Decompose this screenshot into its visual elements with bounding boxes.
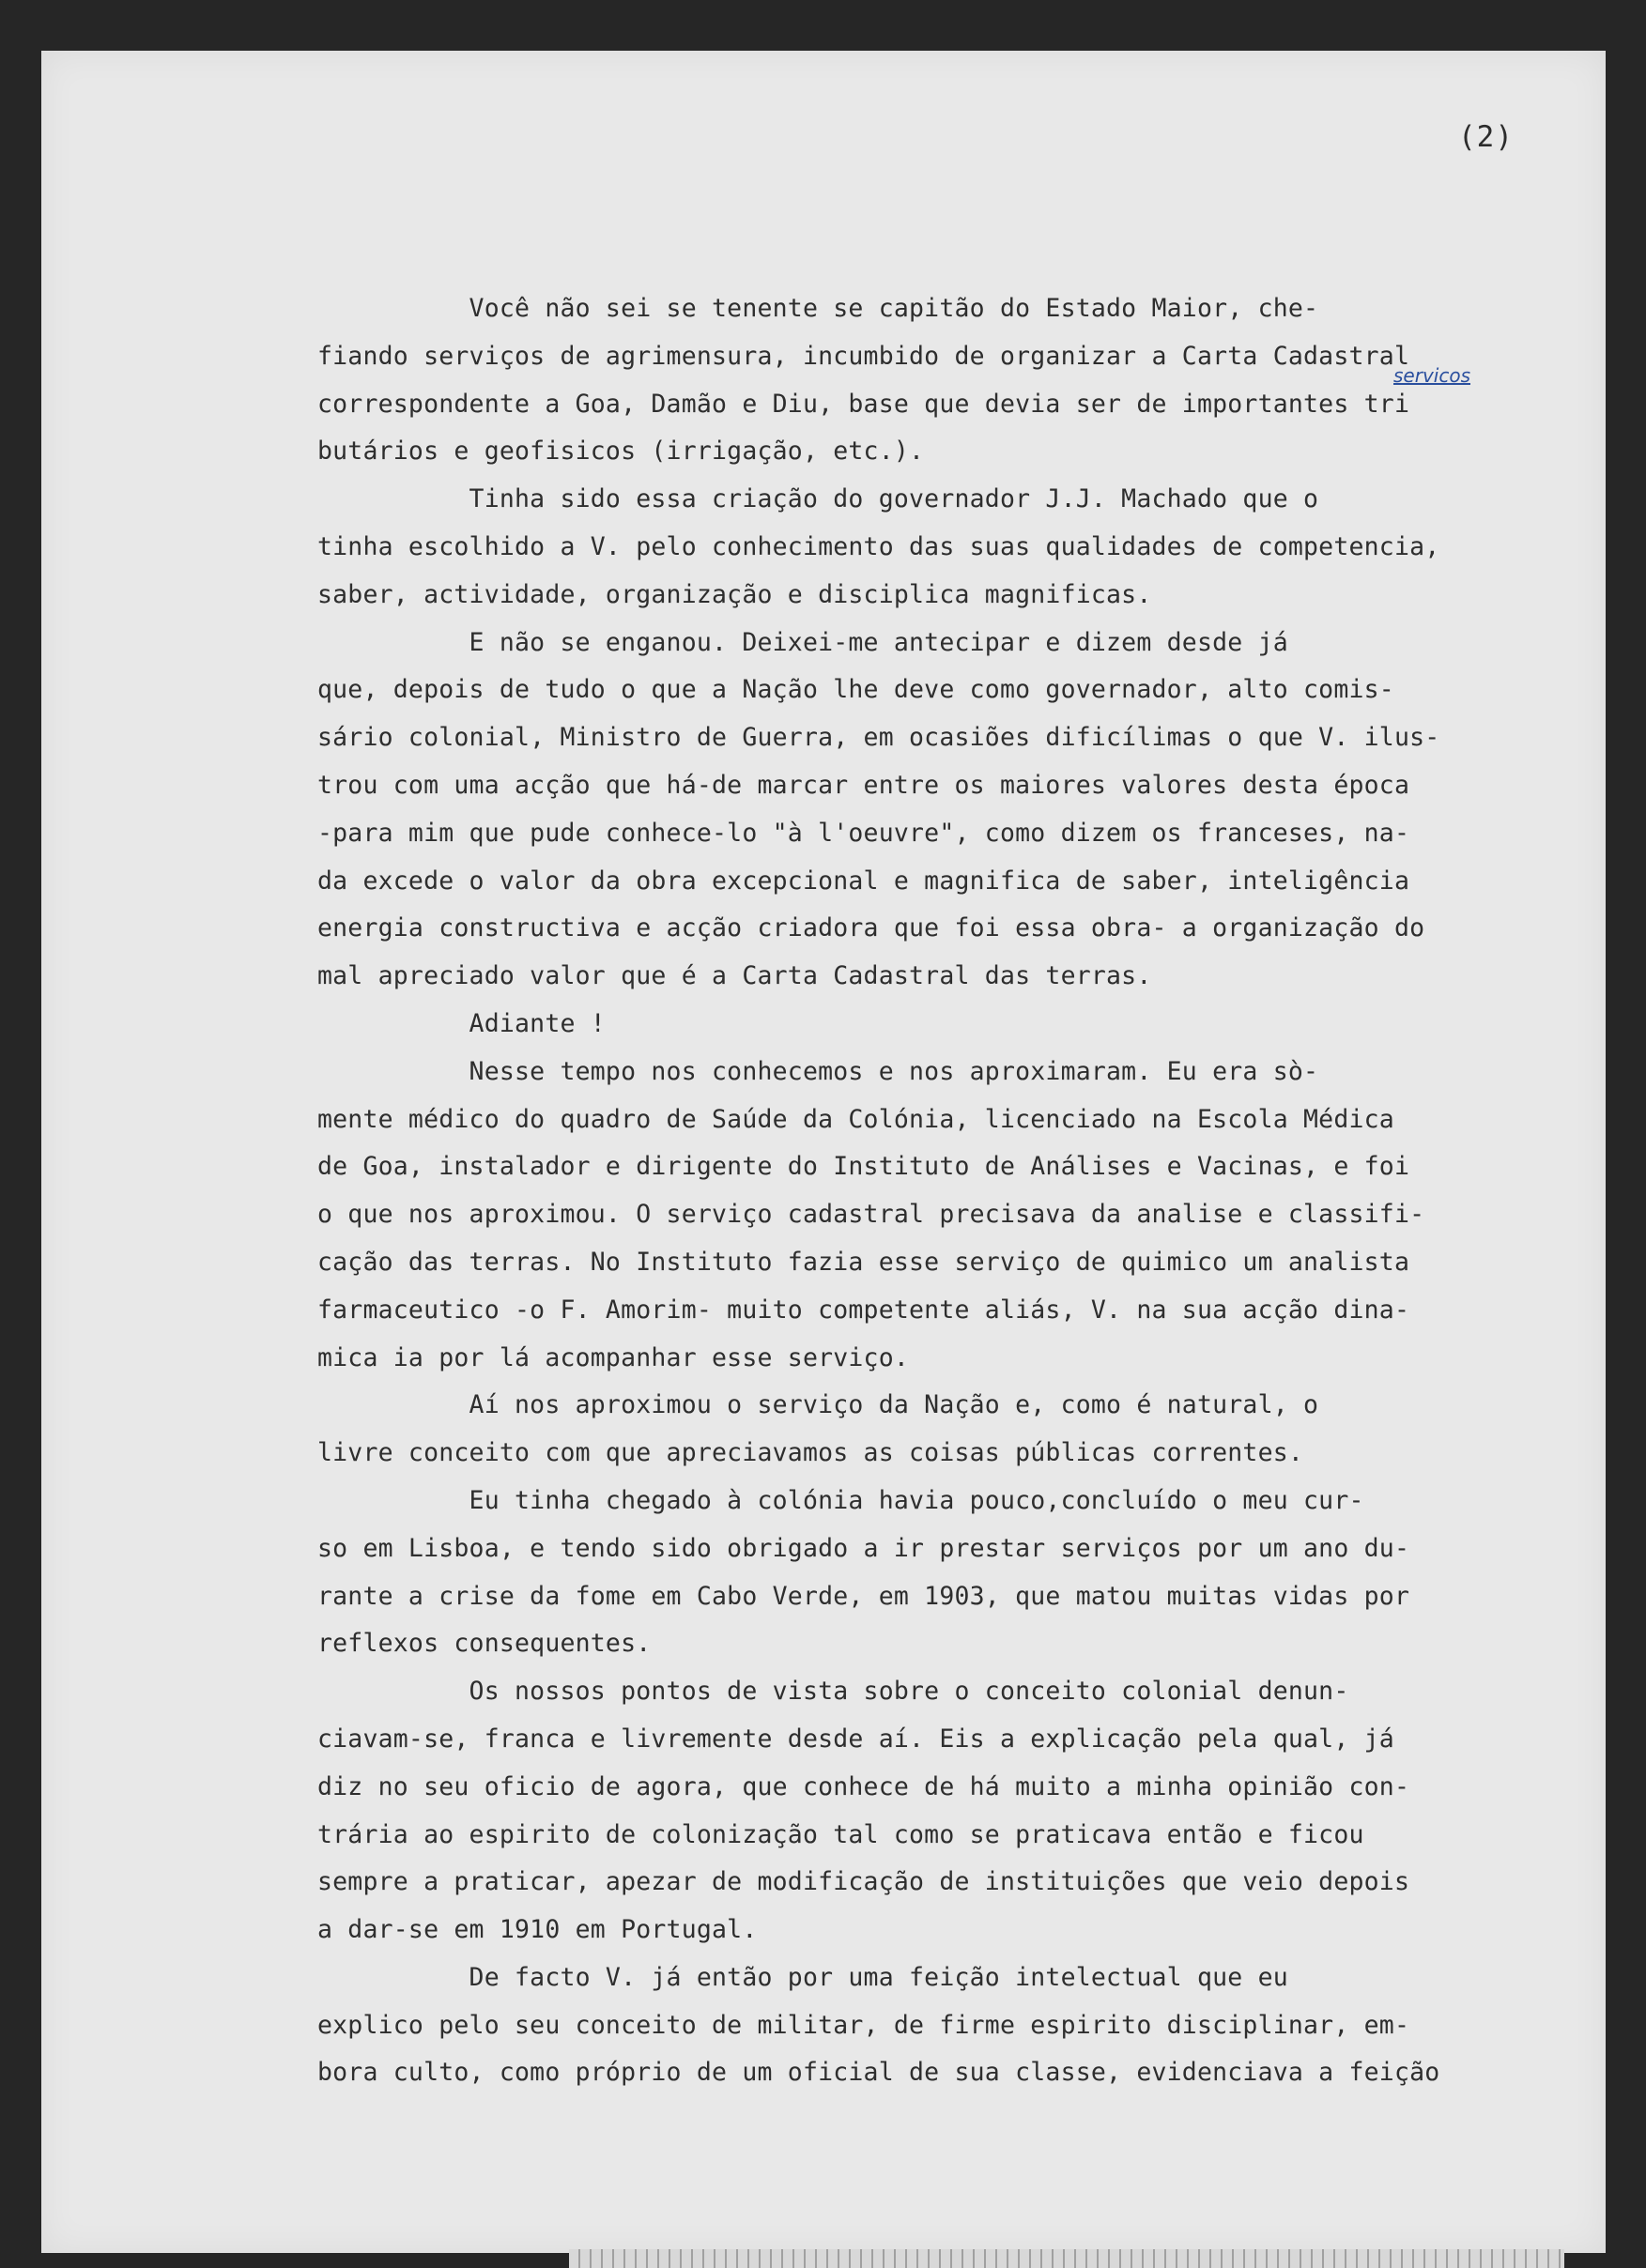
text-line: o que nos aproximou. O serviço cadastral precisava da analise e classifi- xyxy=(317,1200,1425,1230)
text-line: mica ia por lá acompanhar esse serviço. xyxy=(317,1342,910,1372)
text-line: sário colonial, Ministro de Guerra, em ocasiões dificílimas o que V. ilus- xyxy=(317,723,1440,753)
text-line: Adiante ! xyxy=(317,1008,606,1038)
text-line: Tinha sido essa criação do governador J.J. Machado que o xyxy=(317,484,1319,514)
handwritten-annotation: servicos xyxy=(1393,364,1470,387)
text-line: Aí nos aproximou o serviço da Nação e, como é natural, o xyxy=(317,1390,1319,1420)
text-line: trou com uma acção que há-de marcar entre os maiores valores desta época xyxy=(317,770,1410,800)
text-line: rante a crise da fome em Cabo Verde, em 1903, que matou muitas vidas por xyxy=(317,1581,1410,1611)
scan-ruler xyxy=(569,2249,1564,2268)
text-line: -para mim que pude conhece-lo "à l'oeuvre", como dizem os franceses, na- xyxy=(317,818,1410,848)
text-line: Você não sei se tenente se capitão do Estado Maior, che- xyxy=(317,294,1319,323)
text-line: De facto V. já então por uma feição intelectual que eu xyxy=(317,1962,1288,1992)
text-line: Nesse tempo nos conhecemos e nos aproximaram. Eu era sò- xyxy=(317,1056,1319,1086)
typewritten-body xyxy=(317,285,1576,2097)
text-line: correspondente a Goa, Damão e Diu, base que devia ser de importantes tri xyxy=(317,389,1410,419)
text-line: saber, actividade, organização e disciplica magnificas. xyxy=(317,579,1152,609)
text-line: so em Lisboa, e tendo sido obrigado a ir prestar serviços por um ano du- xyxy=(317,1533,1410,1563)
text-line: mal apreciado valor que é a Carta Cadastral das terras. xyxy=(317,961,1152,991)
text-line: trária ao espirito de colonização tal como se praticava então e ficou xyxy=(317,1819,1364,1849)
text-line: mente médico do quadro de Saúde da Colónia, licenciado na Escola Médica xyxy=(317,1104,1394,1134)
text-line: diz no seu oficio de agora, que conhece de há muito a minha opinião con- xyxy=(317,1771,1410,1801)
text-line: livre conceito com que apreciavamos as coisas públicas correntes. xyxy=(317,1438,1304,1468)
text-line: E não se enganou. Deixei-me antecipar e dizem desde já xyxy=(317,627,1288,657)
text-line: butários e geofisicos (irrigação, etc.). xyxy=(317,437,925,467)
text-line: da excede o valor da obra excepcional e magnifica de saber, inteligência xyxy=(317,866,1410,896)
text-line: cação das terras. No Instituto fazia esse serviço de quimico um analista xyxy=(317,1247,1410,1277)
text-line: ciavam-se, franca e livremente desde aí. Eis a explicação pela qual, já xyxy=(317,1724,1394,1754)
text-line: sempre a praticar, apezar de modificação de instituições que veio depois xyxy=(317,1867,1410,1897)
text-line: Eu tinha chegado à colónia havia pouco,concluído o meu cur- xyxy=(317,1485,1364,1515)
text-line: Os nossos pontos de vista sobre o conceito colonial denun- xyxy=(317,1677,1349,1707)
text-line: bora culto, como próprio de um oficial de sua classe, evidenciava a feição xyxy=(317,2058,1440,2088)
text-line: reflexos consequentes. xyxy=(317,1629,652,1659)
text-line: explico pelo seu conceito de militar, de firme espirito disciplinar, em- xyxy=(317,2010,1410,2040)
text-line: a dar-se em 1910 em Portugal. xyxy=(317,1915,758,1945)
text-line: de Goa, instalador e dirigente do Instituto de Análises e Vacinas, e foi xyxy=(317,1152,1410,1182)
text-line: farmaceutico -o F. Amorim- muito competente aliás, V. na sua acção dina- xyxy=(317,1295,1410,1325)
text-line: tinha escolhido a V. pelo conhecimento das suas qualidades de competencia, xyxy=(317,531,1440,561)
text-line: fiando serviços de agrimensura, incumbido de organizar a Carta Cadastral xyxy=(317,341,1410,371)
page-number: (2) xyxy=(1458,120,1514,154)
text-line: que, depois de tudo o que a Nação lhe deve como governador, alto comis- xyxy=(317,675,1394,705)
text-line: energia constructiva e acção criadora que foi essa obra- a organização do xyxy=(317,913,1425,943)
